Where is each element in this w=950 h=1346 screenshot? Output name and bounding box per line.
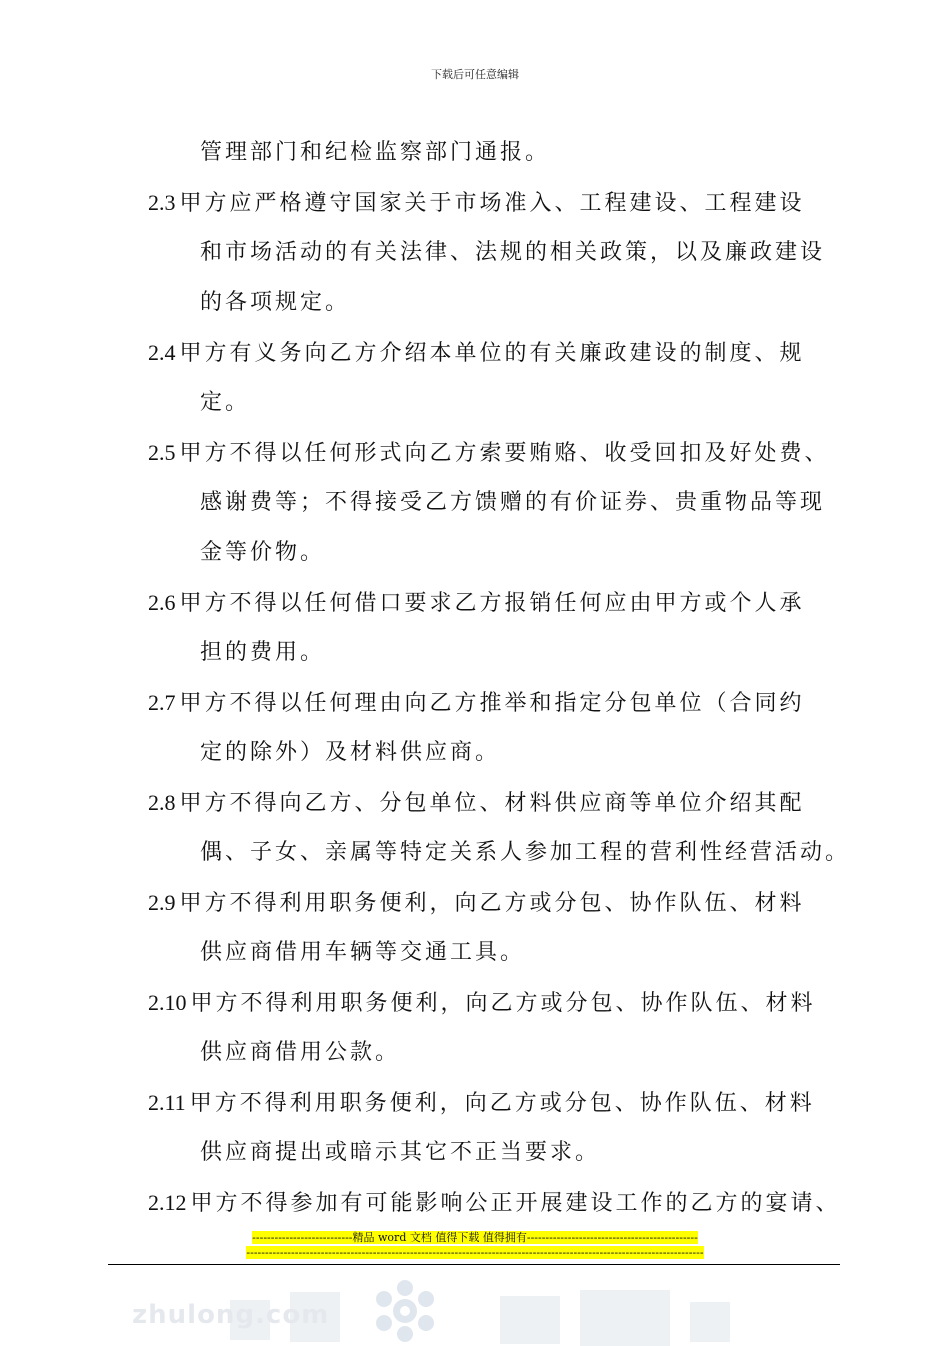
continuation-line bbox=[148, 728, 868, 778]
clause-text: 感谢费等；不得接受乙方馈赠的有价证券、贵重物品等现 bbox=[200, 490, 826, 515]
clause-line bbox=[148, 1078, 868, 1128]
clause-line bbox=[148, 428, 868, 478]
continuation-line bbox=[148, 828, 868, 878]
continuation-line bbox=[148, 1128, 868, 1178]
document-body bbox=[148, 128, 868, 1228]
continuation-line bbox=[148, 528, 868, 578]
clause-text: 金等价物。 bbox=[200, 540, 326, 565]
clause-text: 甲方不得利用职务便利，向乙方或分包、协作队伍、材料 bbox=[189, 1091, 815, 1116]
clause-text: 定的除外）及材料供应商。 bbox=[200, 740, 501, 765]
clause-number: 2.12 bbox=[148, 1190, 187, 1215]
clause-number: 2.8 bbox=[148, 790, 176, 815]
clause-text: 供应商借用公款。 bbox=[200, 1040, 401, 1065]
clause-text: 甲方不得以任何借口要求乙方报销任何应由甲方或个人承 bbox=[179, 591, 805, 616]
continuation-line bbox=[148, 278, 868, 328]
clause-text: 和市场活动的有关法律、法规的相关政策，以及廉政建设 bbox=[200, 240, 826, 265]
clause-text: 甲方不得向乙方、分包单位、材料供应商等单位介绍其配 bbox=[179, 791, 805, 816]
footer-banner-dashes: --------------------------------------------------------------------------------------------------------------------------- bbox=[246, 1246, 704, 1259]
clause-number: 2.10 bbox=[148, 990, 187, 1015]
clause-text: 供应商提出或暗示其它不正当要求。 bbox=[200, 1140, 601, 1165]
clause-text: 担的费用。 bbox=[200, 640, 326, 665]
clause-text: 偶、子女、亲属等特定关系人参加工程的营利性经营活动。 bbox=[200, 840, 851, 865]
clause-line bbox=[148, 778, 868, 828]
clause-text: 甲方不得以任何形式向乙方索要贿赂、收受回扣及好处费、 bbox=[179, 441, 830, 466]
footer-banner-text: ---------------------------精品 word 文档 值得下载 值得拥有---------------------------------------------- bbox=[252, 1231, 698, 1244]
clause-line bbox=[148, 878, 868, 928]
clause-text: 供应商借用车辆等交通工具。 bbox=[200, 940, 526, 965]
snowflake-logo-icon bbox=[370, 1278, 440, 1344]
clause-number: 2.9 bbox=[148, 890, 176, 915]
continuation-line bbox=[148, 1028, 868, 1078]
clause-text: 甲方不得利用职务便利，向乙方或分包、协作队伍、材料 bbox=[179, 891, 805, 916]
continuation-line bbox=[148, 928, 868, 978]
clause-text: 甲方不得利用职务便利，向乙方或分包、协作队伍、材料 bbox=[190, 991, 816, 1016]
footer-banner-line1 bbox=[0, 1231, 950, 1244]
clause-number: 2.6 bbox=[148, 590, 176, 615]
clause-line bbox=[148, 678, 868, 728]
clause-number: 2.5 bbox=[148, 440, 176, 465]
clause-line bbox=[148, 178, 868, 228]
continuation-line bbox=[148, 478, 868, 528]
clause-number: 2.3 bbox=[148, 190, 176, 215]
clause-line bbox=[148, 328, 868, 378]
clause-line bbox=[148, 978, 868, 1028]
continuation-line bbox=[148, 628, 868, 678]
footer-banner-line2 bbox=[0, 1246, 950, 1259]
clause-text: 甲方不得参加有可能影响公正开展建设工作的乙方的宴请、 bbox=[190, 1191, 841, 1216]
clause-text: 甲方有义务向乙方介绍本单位的有关廉政建设的制度、规 bbox=[179, 341, 805, 366]
clause-number: 2.7 bbox=[148, 690, 176, 715]
continuation-line bbox=[148, 228, 868, 278]
clause-line bbox=[148, 578, 868, 628]
clause-text: 甲方不得以任何理由向乙方推举和指定分包单位（合同约 bbox=[179, 691, 805, 716]
clause-number: 2.11 bbox=[148, 1090, 186, 1115]
clause-line bbox=[148, 1178, 868, 1228]
clause-text: 定。 bbox=[200, 390, 251, 415]
clause-text: 甲方应严格遵守国家关于市场准入、工程建设、工程建设 bbox=[179, 191, 805, 216]
clause-number: 2.4 bbox=[148, 340, 176, 365]
clause-text: 管理部门和纪检监察部门通报。 bbox=[200, 140, 551, 165]
clause-text: 的各项规定。 bbox=[200, 290, 351, 315]
continuation-line bbox=[148, 378, 868, 428]
footer-rule bbox=[108, 1264, 840, 1265]
page-header: 下载后可任意编辑 bbox=[431, 68, 519, 81]
watermark-text: zhulong.com bbox=[132, 1300, 330, 1330]
continuation-line bbox=[148, 128, 868, 178]
